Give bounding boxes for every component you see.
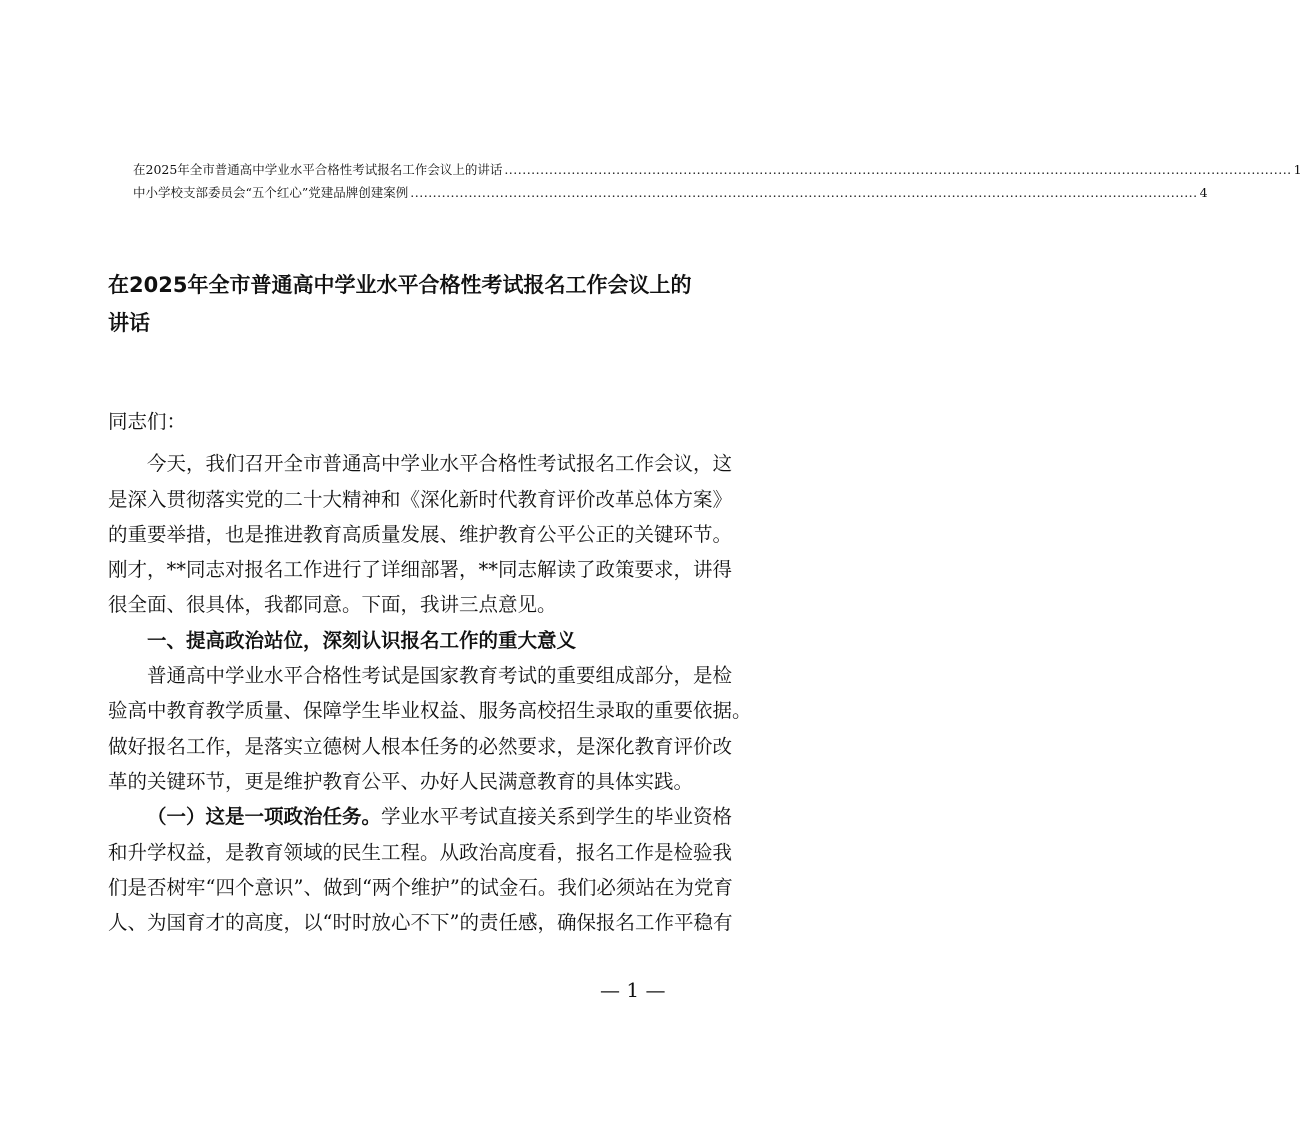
toc-entry[interactable]	[133, 181, 1208, 204]
body-line: 刚才，**同志对报名工作进行了详细部署，**同志解读了政策要求，讲得	[108, 558, 733, 582]
toc-entry-title: 在2025年全市普通高中学业水平合格性考试报名工作会议上的讲话	[133, 162, 503, 177]
section-heading: 一、提高政治站位，深刻认识报名工作的重大意义	[147, 628, 577, 652]
page-number: — 1 —	[600, 978, 666, 1002]
toc-entry[interactable]	[133, 158, 1302, 181]
subsection-lead: （一）这是一项政治任务。	[147, 805, 382, 829]
title-line: 讲话	[108, 311, 150, 335]
document-body	[108, 404, 752, 940]
toc-entry-page: 4	[1199, 185, 1208, 200]
body-line: 验高中教育教学质量、保障学生毕业权益、服务高校招生录取的重要依据。	[108, 699, 752, 723]
body-line: 的重要举措，也是推进教育高质量发展、维护教育公平公正的关键环节。	[108, 522, 733, 546]
toc-entry-page: 1	[1293, 162, 1302, 177]
body-line	[108, 799, 733, 834]
salutation: 同志们：	[108, 410, 187, 433]
body-line: 普通高中学业水平合格性考试是国家教育考试的重要组成部分，是检	[147, 664, 733, 688]
body-line: 做好报名工作，是落实立德树人根本任务的必然要求，是深化教育评价改	[108, 734, 733, 758]
document-title	[108, 266, 693, 342]
body-line: 今天，我们召开全市普通高中学业水平合格性考试报名工作会议，这	[147, 452, 733, 476]
toc-entry-title: 中小学校支部委员会“五个红心”党建品牌创建案例	[133, 185, 409, 200]
body-text: 学业水平考试直接关系到学生的毕业资格	[381, 805, 733, 829]
body-line: 和升学权益，是教育领域的民生工程。从政治高度看，报名工作是检验我	[108, 840, 733, 864]
body-line: 们是否树牢“四个意识”、做到“两个维护”的试金石。我们必须站在为党育	[108, 875, 733, 899]
title-line: 在2025年全市普通高中学业水平合格性考试报名工作会议上的	[108, 273, 692, 297]
body-line: 人、为国育才的高度，以“时时放心不下”的责任感，确保报名工作平稳有	[108, 911, 733, 935]
body-line: 很全面、很具体，我都同意。下面，我讲三点意见。	[108, 593, 557, 617]
toc-leader-dots	[410, 181, 1197, 204]
body-line: 是深入贯彻落实党的二十大精神和《深化新时代教育评价改革总体方案》	[108, 487, 733, 511]
table-of-contents	[133, 158, 1302, 204]
toc-leader-dots	[504, 158, 1291, 181]
body-line: 革的关键环节，更是维护教育公平、办好人民满意教育的具体实践。	[108, 769, 694, 793]
